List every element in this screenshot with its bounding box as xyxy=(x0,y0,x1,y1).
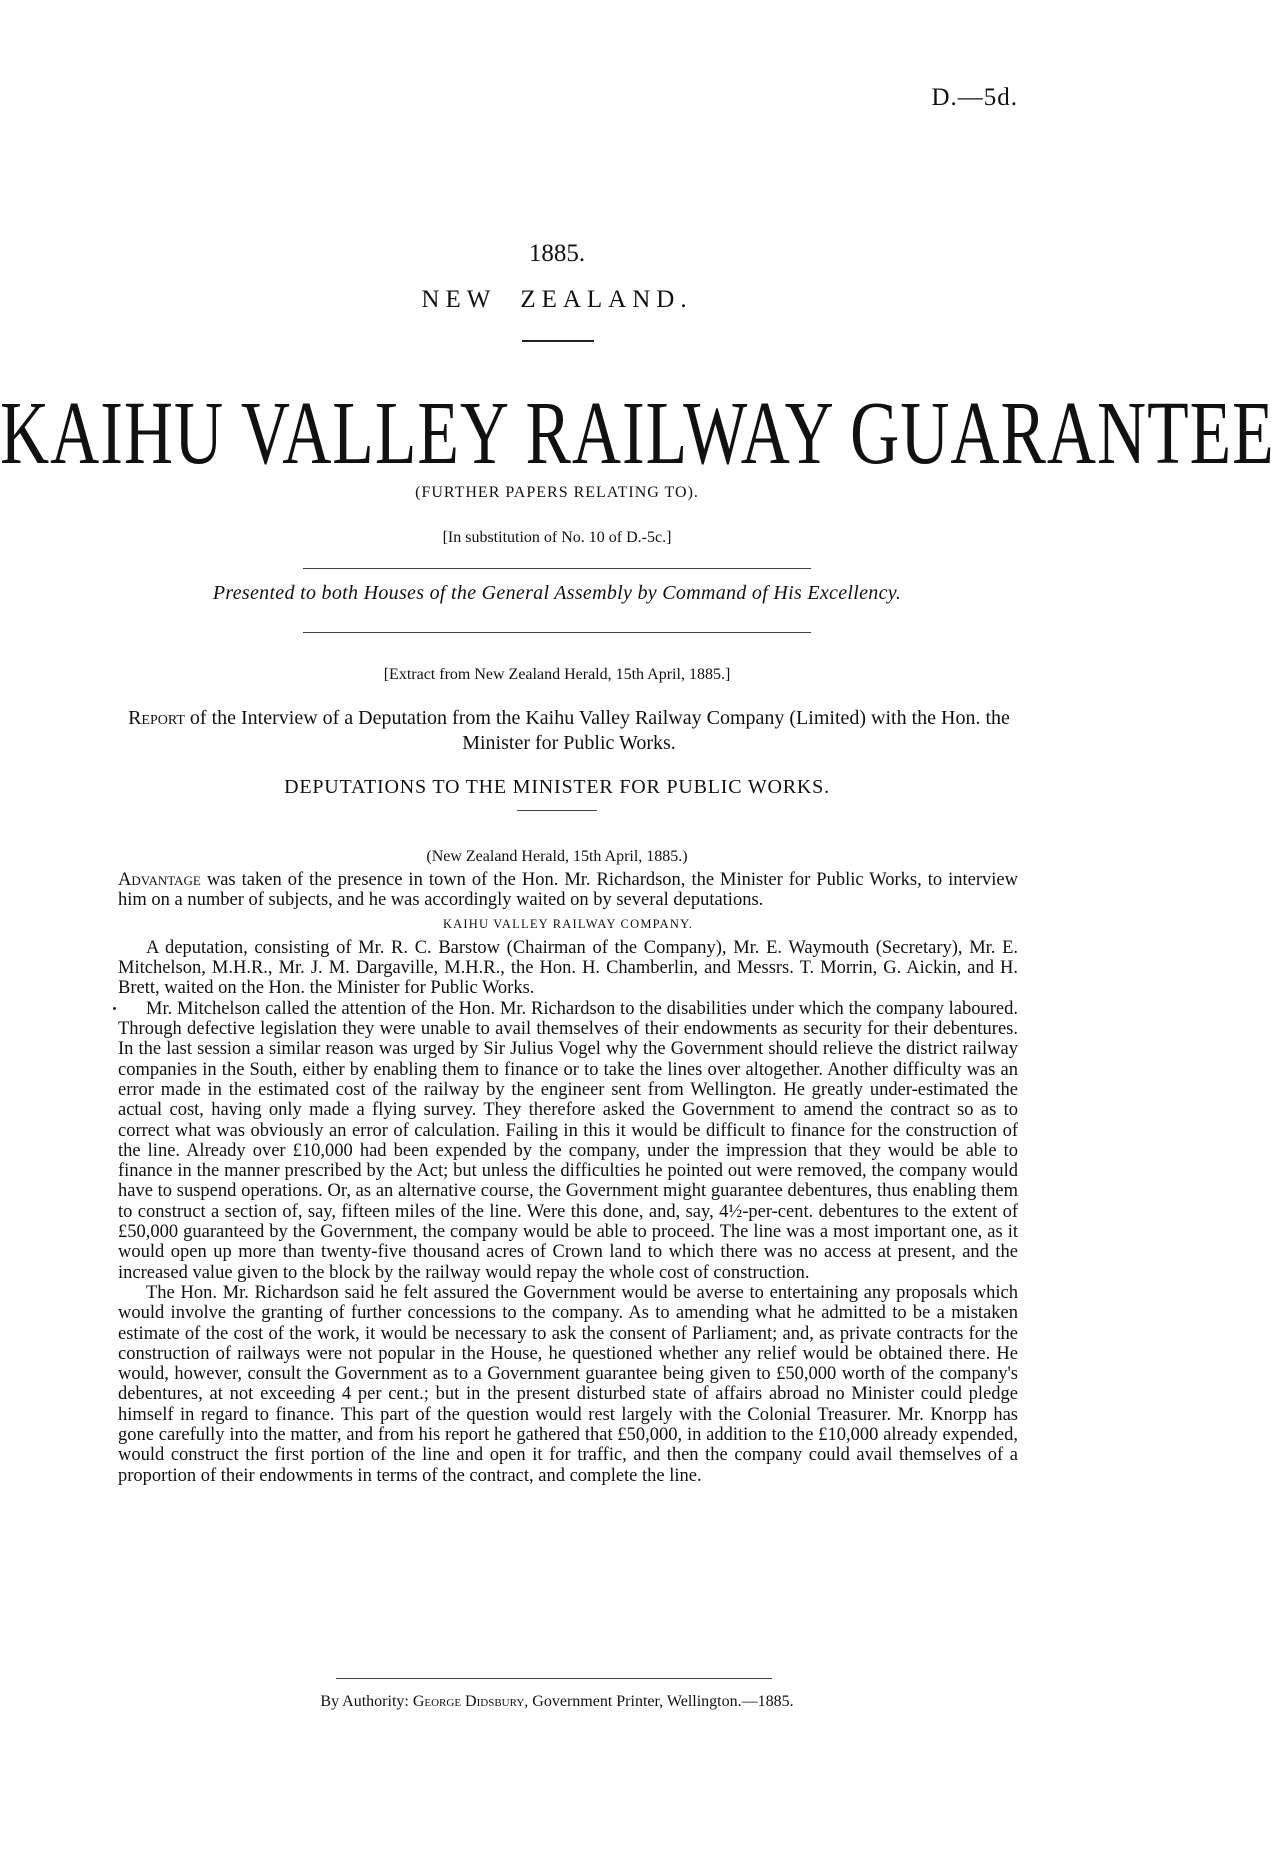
country-heading xyxy=(0,286,1114,314)
report-heading xyxy=(120,706,1018,756)
report-rest: of the Interview of a Deputation from the Kaihu Valley Railway Company (Limited) with the Hon. the Minister for Public Works. xyxy=(184,707,1010,754)
article-body xyxy=(118,870,1018,1486)
source-line: (New Zealand Herald, 15th April, 1885.) xyxy=(426,848,688,865)
extract-note: [Extract from New Zealand Herald, 15th April, 1885.] xyxy=(383,666,731,683)
report-lead: Report xyxy=(128,707,185,729)
article-intro xyxy=(118,870,1018,911)
printer-name: George Didsbury xyxy=(412,1693,525,1710)
year: 1885. xyxy=(528,240,586,267)
imprint-prefix: By Authority: xyxy=(320,1693,413,1710)
substitution-note: [In substitution of No. 10 of D.-5c.] xyxy=(442,529,672,546)
country-word-1: NEW xyxy=(421,286,497,313)
footer-rule xyxy=(336,1678,772,1679)
imprint-suffix: , Government Printer, Wellington.—1885. xyxy=(524,1693,794,1710)
intro-lead: Advantage xyxy=(118,870,201,890)
presented-statement: Presented to both Houses of the General Assembly by Command of His Excellency. xyxy=(212,582,902,604)
margin-mark xyxy=(113,1007,116,1010)
printer-imprint xyxy=(0,1693,1114,1711)
document-title: KAIHU VALLEY RAILWAY GUARANTEE xyxy=(0,382,1275,484)
intro-rest: was taken of the presence in town of the Hon. Mr. Richardson, the Minister for Public Works, to interview him on a number of subjects, and he was accordingly waited on by several deputations. xyxy=(118,870,1018,911)
country-word-2: ZEALAND. xyxy=(520,286,693,313)
article-paragraph: Mr. Mitchelson called the attention of the Hon. Mr. Richardson to the disabilities under which the company laboured. Through defective legislation they were unable to avail themselves of their endowments as security for their debentures. In the last session a similar reason was urged by Sir Julius Vogel why the Government should relieve the district railway companies in the South, either by enabling them to finance or to take the lines over altogether. Another difficulty was an error made in the estimated cost of the railway by the engineer sent from Wellington. He greatly under-estimated the actual cost, having only made a flying survey. They therefore asked the Government to amend the contract so as to correct what was obviously an error of calculation. Failing in this it would be difficult to finance for the construction of the line. Already over £10,000 had been expended by the company, under the impression that they would be able to finance in the manner prescribed by the Act; but unless the difficulties he pointed out were removed, the company would have to suspend operations. Or, as an alternative course, the Government might guarantee debentures, thus enabling them to construct a section of, say, fifteen miles of the line. Were this done, and, say, 4½-per-cent. debentures to the extent of £50,000 guaranteed by the Government, the company would be able to proceed. The line was a most important one, as it would open up more than twenty-five thousand acres of Crown land to which there was no access at present, and the increased value given to the block by the railway would repay the whole cost of construction. xyxy=(118,998,1018,1283)
document-subtitle: (FURTHER PAPERS RELATING TO). xyxy=(415,484,699,501)
presented-rule-bottom xyxy=(303,632,811,633)
article-paragraph: A deputation, consisting of Mr. R. C. Barstow (Chairman of the Company), Mr. E. Waymouth (Secretary), Mr. E. Mitchelson, M.H.R., Mr. J. M. Dargaville, M.H.R., the Hon. H. Chamberlin, and Messrs. T. Morrin, G. Aickin, and H. Brett, waited on the Hon. the Minister for Public Works. xyxy=(118,937,1018,999)
document-reference: D.—5d. xyxy=(931,84,1018,111)
article-subheading: KAIHU VALLEY RAILWAY COMPANY. xyxy=(442,916,694,931)
presented-rule-top xyxy=(303,568,811,569)
masthead-rule xyxy=(522,340,594,342)
section-heading: DEPUTATIONS TO THE MINISTER FOR PUBLIC WORKS. xyxy=(284,776,830,798)
article-paragraph: The Hon. Mr. Richardson said he felt assured the Government would be averse to entertaining any proposals which would involve the granting of further concessions to the company. As to amending what he admitted to be a mistaken estimate of the cost of the work, it would be necessary to ask the consent of Parliament; and, as private contracts for the construction of railways were not popular in the House, he questioned whether any relief would be obtained there. He would, however, consult the Government as to a Government guarantee being given to £50,000 worth of the company's debentures, at not exceeding 4 per cent.; but in the present disturbed state of affairs abroad no Minister could pledge himself in regard to finance. This part of the question would rest largely with the Colonial Treasurer. Mr. Knorpp has gone carefully into the matter, and from his report he gathered that £50,000, in addition to the £10,000 already expended, would construct the first portion of the line and open it for traffic, and then the company could avail themselves of a proportion of their endowments in terms of the contract, and complete the line. xyxy=(118,1282,1018,1486)
section-rule xyxy=(517,810,597,811)
